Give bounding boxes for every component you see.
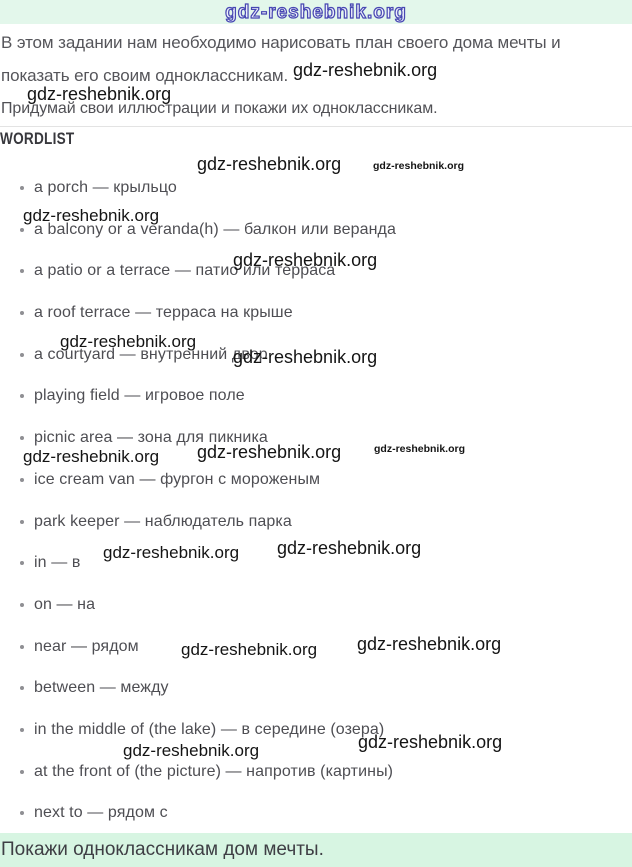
watermark-text: gdz-reshebnik.org bbox=[197, 154, 342, 174]
list-item-text: playing field — игровое поле bbox=[34, 387, 245, 405]
bullet-dot bbox=[20, 520, 24, 524]
list-item-text: near — рядом bbox=[34, 637, 139, 655]
watermark-text: gdz-reshebnik.org bbox=[23, 206, 160, 225]
bullet-dot bbox=[20, 186, 24, 190]
watermark-text: gdz-reshebnik.org bbox=[27, 84, 172, 104]
list-item-text: on — на bbox=[34, 595, 96, 613]
footer-task-text: Покажи одноклассникам дом мечты. bbox=[1, 839, 324, 860]
watermark-text: gdz-reshebnik.org bbox=[60, 332, 197, 351]
list-item bbox=[0, 720, 632, 762]
list-item-text: picnic area — зона для пикника bbox=[34, 429, 268, 447]
bullet-dot bbox=[20, 728, 24, 732]
list-item bbox=[0, 553, 632, 595]
watermark-text: gdz-reshebnik.org bbox=[181, 640, 318, 659]
list-item bbox=[0, 386, 632, 428]
bullet-dot bbox=[20, 436, 24, 440]
intro-text-line-3: Придумай свои иллюстрации и покажи их одноклассникам. bbox=[1, 100, 438, 117]
list-item-text: park keeper — наблюдатель парка bbox=[34, 512, 292, 530]
intro-text-line-1: В этом задании нам необходимо нарисовать план своего дома мечты и bbox=[1, 33, 561, 52]
list-item-text: in the middle of (the lake) — в середине (озера) bbox=[34, 720, 385, 738]
bullet-dot bbox=[20, 311, 24, 315]
bullet-dot bbox=[20, 353, 24, 357]
watermark-text: gdz-reshebnik.org bbox=[293, 60, 438, 80]
watermark-text: gdz-reshebnik.org bbox=[123, 741, 260, 760]
list-item-text: next to — рядом с bbox=[34, 804, 168, 822]
list-item-text: a balcony or a veranda(h) — балкон или веранда bbox=[34, 220, 396, 238]
list-item-text: between — между bbox=[34, 679, 169, 697]
list-item-text: a roof terrace — терраса на крыше bbox=[34, 304, 293, 322]
watermark-text: gdz-reshebnik.org bbox=[233, 347, 378, 367]
bullet-dot bbox=[20, 269, 24, 273]
bullet-dot bbox=[20, 561, 24, 565]
list-item-text: at the front of (the picture) — напротив (картины) bbox=[34, 762, 394, 780]
list-item-text: a porch — крыльцо bbox=[34, 179, 177, 196]
list-item-text: a courtyard — внутренний двор bbox=[34, 345, 268, 363]
bullet-dot bbox=[20, 394, 24, 398]
watermark-text: gdz-reshebnik.org bbox=[197, 442, 342, 462]
watermark-text: gdz-reshebnik.org bbox=[374, 443, 466, 455]
watermark-text: gdz-reshebnik.org bbox=[233, 250, 378, 270]
bullet-dot bbox=[20, 811, 24, 815]
footer-task-bar bbox=[0, 833, 632, 867]
site-logo: gdz-reshebnik.org bbox=[225, 2, 407, 23]
top-watermark-bar bbox=[0, 0, 632, 24]
bullet-dot bbox=[20, 603, 24, 607]
bullet-dot bbox=[20, 478, 24, 482]
bullet-dot bbox=[20, 770, 24, 774]
list-item bbox=[0, 595, 632, 637]
bullet-dot bbox=[20, 686, 24, 690]
section-divider bbox=[0, 126, 632, 127]
list-item-text: in — в bbox=[34, 554, 81, 572]
watermark-text: gdz-reshebnik.org bbox=[358, 732, 503, 752]
list-item bbox=[0, 470, 632, 512]
bullet-dot bbox=[20, 228, 24, 232]
wordlist-heading: WORDLIST bbox=[0, 129, 75, 148]
list-item-text: ice cream van — фургон с мороженым bbox=[34, 470, 321, 488]
watermark-text: gdz-reshebnik.org bbox=[357, 634, 502, 654]
watermark-text: gdz-reshebnik.org bbox=[373, 160, 465, 172]
list-item bbox=[0, 678, 632, 720]
intro-text-line-2: показать его своим одноклассникам. bbox=[1, 66, 289, 85]
list-item-text: a patio or a terrace — патио или терраса bbox=[34, 262, 336, 280]
watermark-text: gdz-reshebnik.org bbox=[277, 538, 422, 558]
list-item bbox=[0, 762, 632, 804]
wordlist bbox=[0, 178, 632, 845]
watermark-text: gdz-reshebnik.org bbox=[103, 543, 240, 562]
watermark-text: gdz-reshebnik.org bbox=[23, 447, 160, 466]
bullet-dot bbox=[20, 645, 24, 649]
